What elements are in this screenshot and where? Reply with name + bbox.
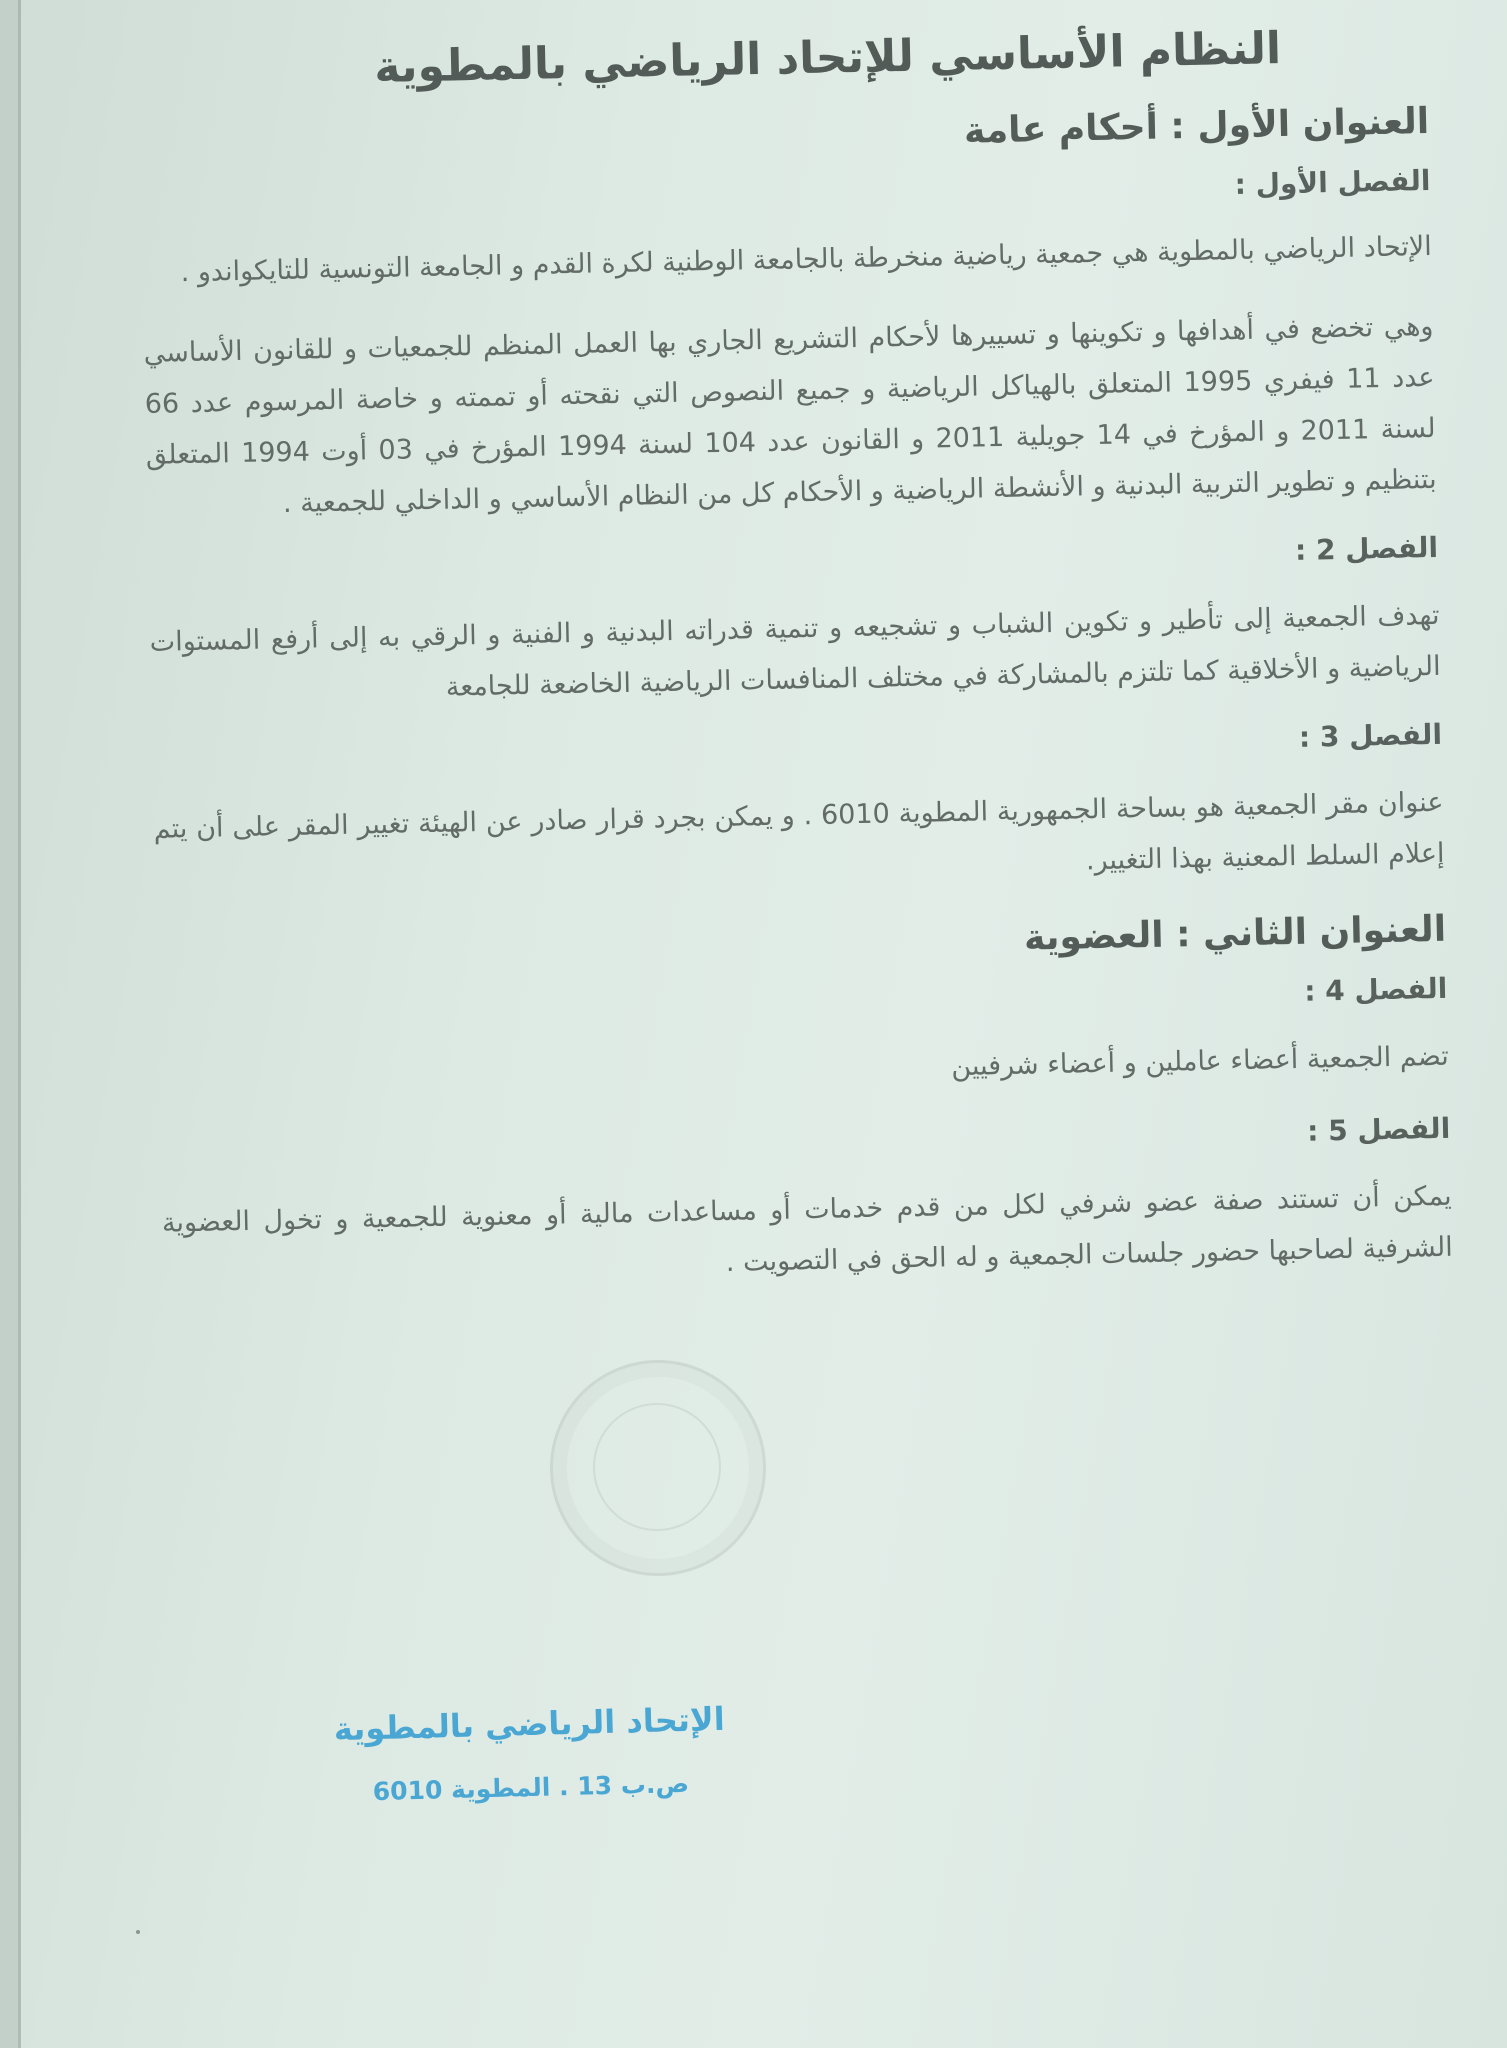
article2-paragraph: تهدف الجمعية إلى تأطير و تكوين الشباب و تشجيعه و تنمية قدراته البدنية و الفنية و الرقي به إلى أرفع المستوات الرياضية و الأخلاقية كما تلتزم بالمشاركة في مختلف المنافسات الرياضية الخاضعة للجامعة [149, 599, 1441, 703]
paper-mark [136, 1930, 140, 1934]
article1-paragraph1: الإتحاد الرياضي بالمطوية هي جمعية رياضية منخرطة بالجامعة الوطنية لكرة القدم و الجامعة التونسية للتايكواندو . [180, 230, 1433, 289]
article4-title: الفصل 4 : [1303, 971, 1448, 1008]
article5-paragraph: يمكن أن تستند صفة عضو شرفي لكل من قدم خدمات أو مساعدات مالية أو معنوية للجمعية و تخول العضوية الشرفية لصاحبها حضور جلسات الجمعية و له الحق في التصويت . [161, 1180, 1454, 1278]
article3-title: الفصل 3 : [1298, 717, 1443, 754]
article1-title: الفصل الأول : [1234, 163, 1431, 202]
document-title: النظام الأساسي للإتحاد الرياضي بالمطوية [373, 23, 1282, 94]
stamp-name: الإتحاد الرياضي بالمطوية [333, 1699, 726, 1749]
part1-title: العنوان الأول : أحكام عامة [963, 100, 1430, 152]
article3-paragraph: عنوان مقر الجمعية هو بساحة الجمهورية المطوية 6010 . و يمكن بجرد قرار صادر عن الهيئة تغيير المقر على أن يتم إعلام السلط المعنية بهذا التغيير. [153, 786, 1445, 877]
document-body [137, 20, 1454, 1326]
article2-title: الفصل 2 : [1294, 530, 1439, 567]
page-left-edge [18, 0, 21, 2048]
page-left-margin [0, 0, 18, 2048]
stamp-address: ص.ب 13 . المطوية 6010 [372, 1768, 690, 1807]
part2-title: العنوان الثاني : العضوية [1023, 908, 1447, 959]
article5-title: الفصل 5 : [1306, 1111, 1451, 1148]
article4-paragraph: تضم الجمعية أعضاء عاملين و أعضاء شرفيين [951, 1040, 1450, 1083]
faded-seal [550, 1360, 766, 1576]
article1-paragraph2: وهي تخضع في أهدافها و تكوينها و تسييرها لأحكام التشريع الجاري بها العمل المنظم للجمعيات و للقانون الأساسي عدد 11 فيفري 1995 المتعلق بالهياكل الرياضية و جميع النصوص التي نقحته أو تممته و خاصة المرسوم عدد 66 لسنة 2011 و المؤرخ في 14 جويلية 2011 و القانون عدد 104 لسنة 1994 المؤرخ في 03 أوت 1994 المتعلق بتنظيم و تطوير التربية البدنية و الأنشطة الرياضية و الأحكام كل من النظام الأساسي و الداخلي للجمعية . [143, 310, 1437, 520]
association-stamp [319, 1700, 741, 1808]
